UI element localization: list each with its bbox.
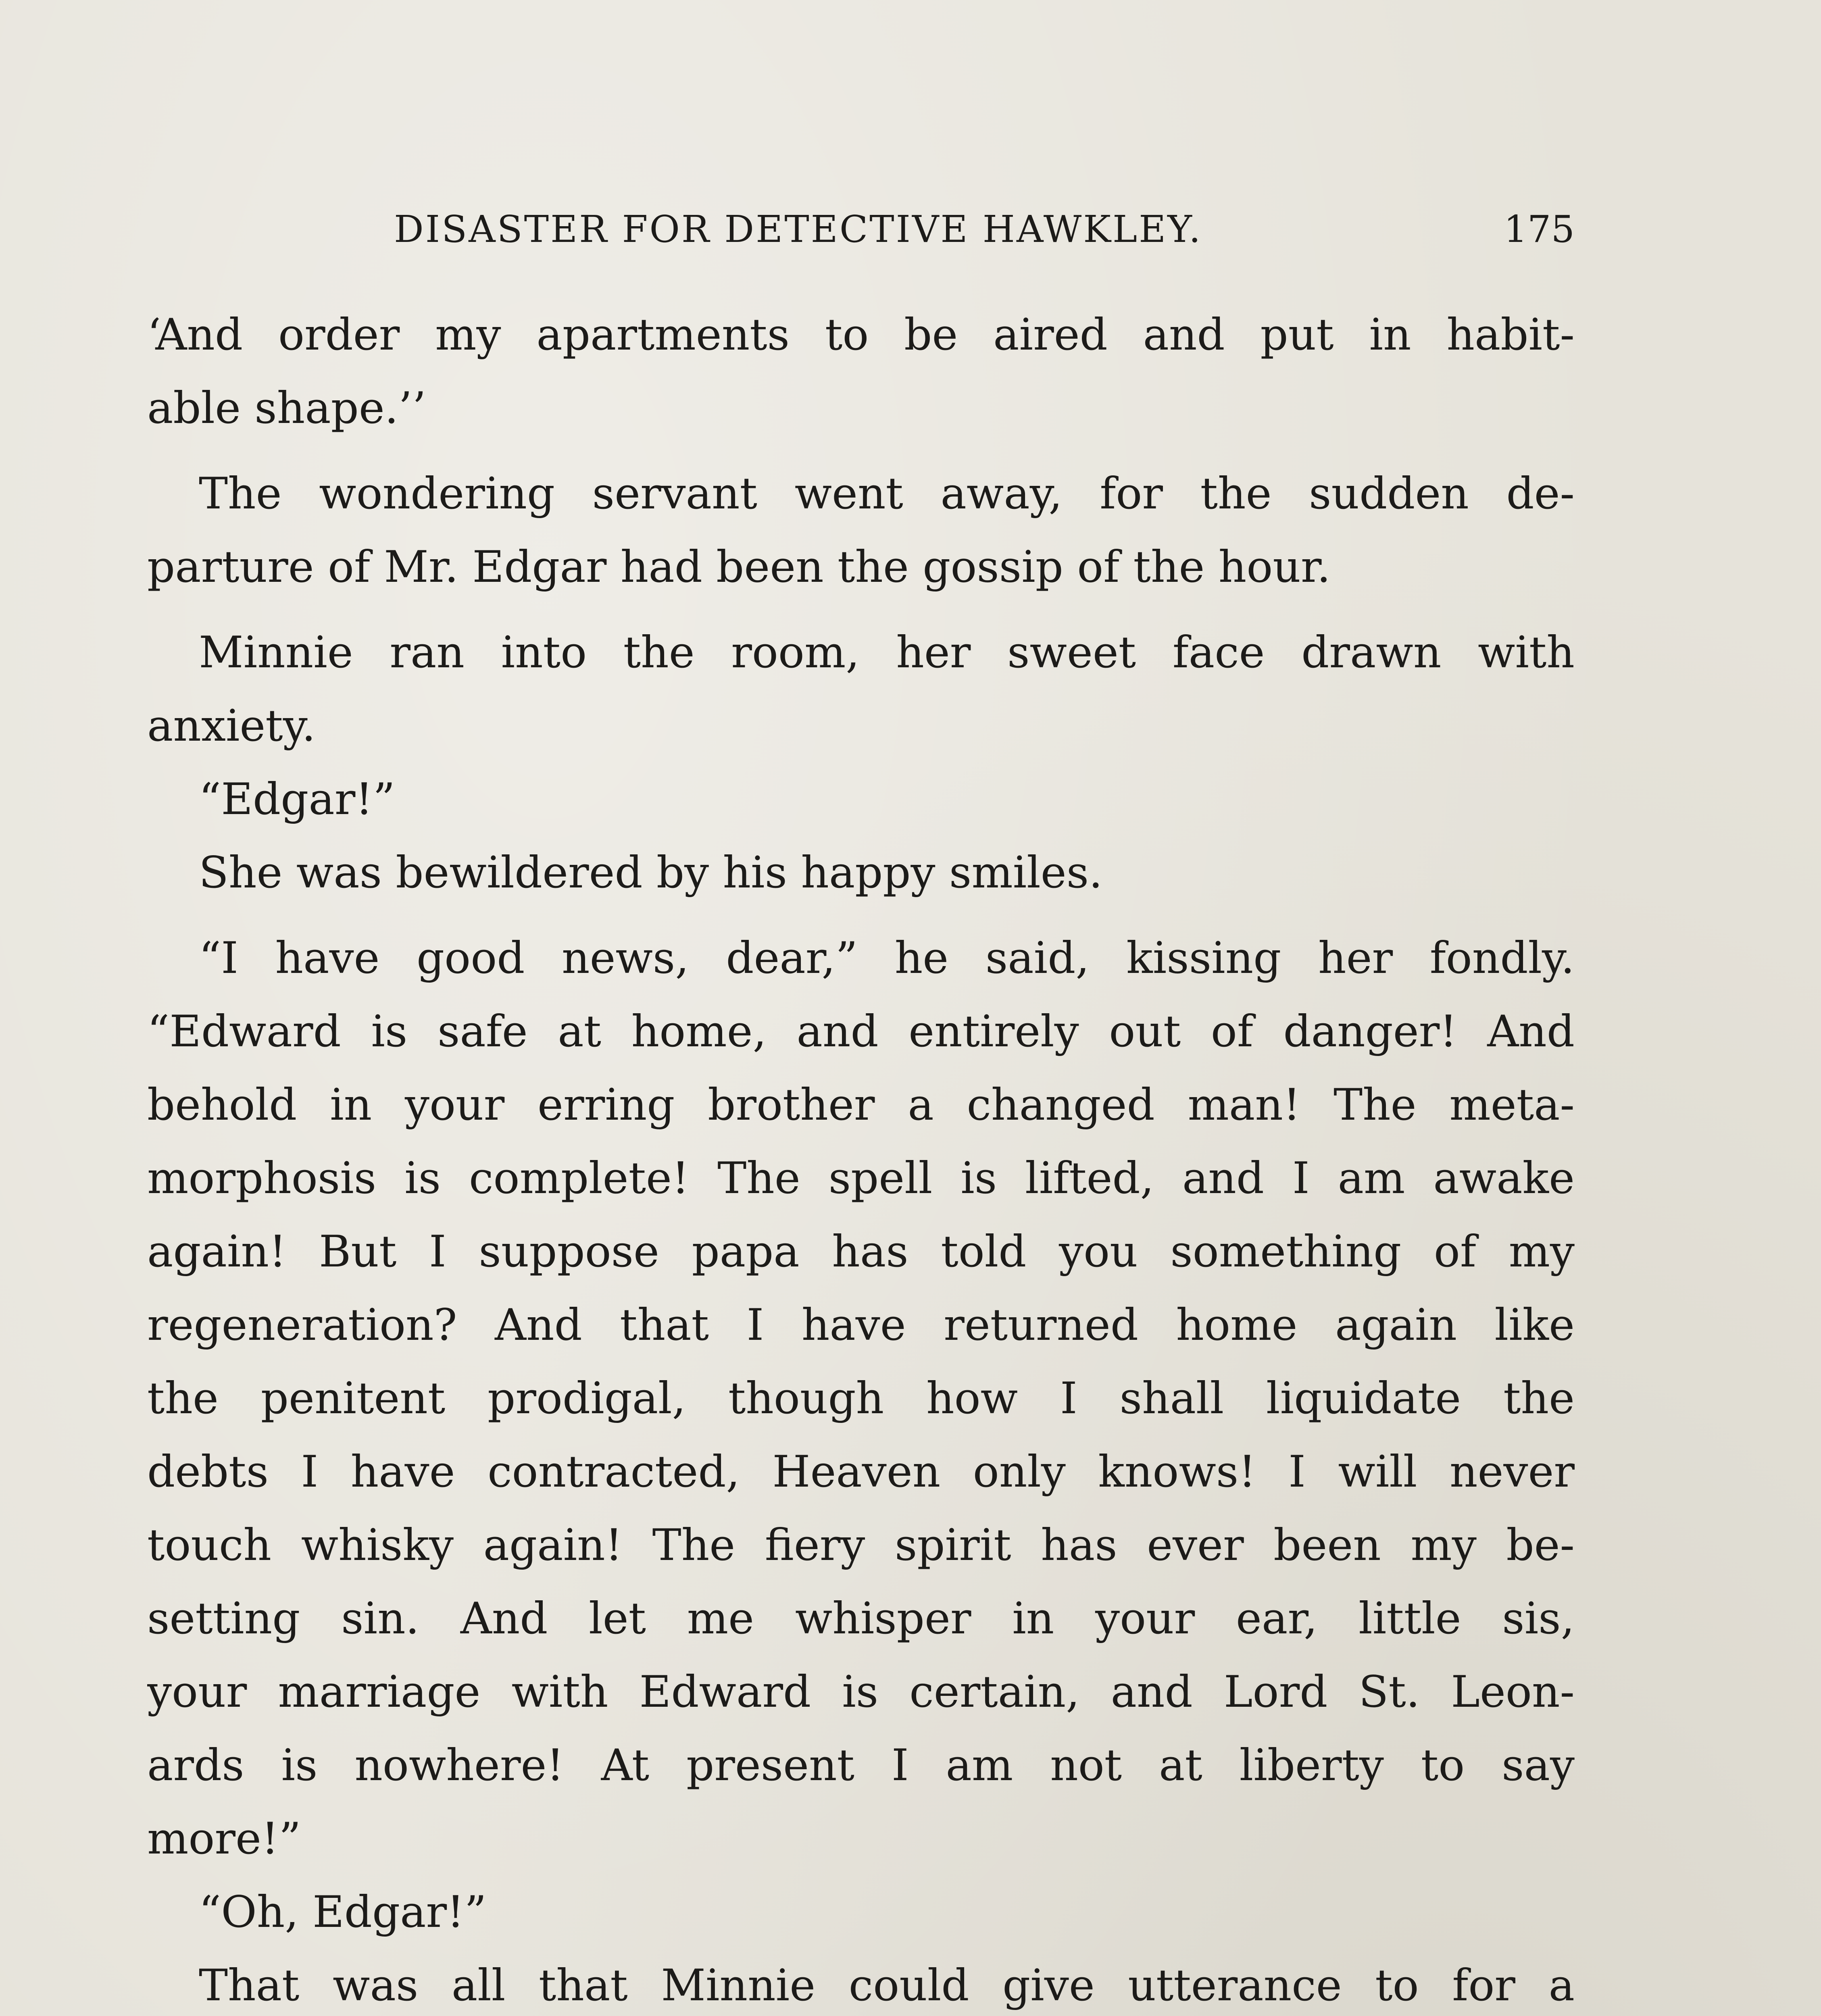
text-line: touch whisky again! The fiery spirit has ever been my be- (147, 1520, 1575, 1570)
text-line: The wondering servant went away, for the sudden de- (199, 469, 1575, 519)
text-line: “I have good news, dear,” he said, kissing her fondly. (199, 933, 1575, 983)
running-title: DISASTER FOR DETECTIVE HAWKLEY. (394, 208, 1202, 251)
text-line: She was bewildered by his happy smiles. (199, 848, 1103, 898)
text-line: more!” (147, 1814, 301, 1864)
text-line: ards is nowhere! At present I am not at liberty to say (147, 1740, 1575, 1791)
text-line: ‘And order my apartments to be aired and put in habit- (147, 310, 1575, 360)
text-line: “Oh, Edgar!” (199, 1887, 487, 1937)
text-line: Minnie ran into the room, her sweet face drawn with (199, 627, 1575, 678)
text-line: That was all that Minnie could give utterance to for a (199, 1960, 1575, 2011)
text-line: able shape.’’ (147, 383, 426, 433)
text-line: setting sin. And let me whisper in your ear, little sis, (147, 1593, 1575, 1644)
page-header (147, 208, 1575, 260)
text-line: anxiety. (147, 701, 316, 751)
text-line: “Edgar!” (199, 774, 395, 825)
text-line: parture of Mr. Edgar had been the gossip of the hour. (147, 542, 1331, 592)
body-text (147, 298, 1575, 2016)
text-line: “Edward is safe at home, and entirely out of danger! And (147, 1006, 1575, 1057)
text-line: debts I have contracted, Heaven only knows! I will never (147, 1447, 1575, 1497)
text-line: morphosis is complete! The spell is lifted, and I am awake (147, 1153, 1575, 1204)
text-line: your marriage with Edward is certain, and Lord St. Leon- (147, 1667, 1575, 1717)
text-line: regeneration? And that I have returned home again like (147, 1300, 1575, 1350)
text-line: the penitent prodigal, though how I shall liquidate the (147, 1373, 1575, 1424)
text-line: behold in your erring brother a changed man! The meta- (147, 1080, 1575, 1130)
page-number: 175 (1504, 208, 1575, 251)
text-line: again! But I suppose papa has told you something of my (147, 1227, 1575, 1277)
